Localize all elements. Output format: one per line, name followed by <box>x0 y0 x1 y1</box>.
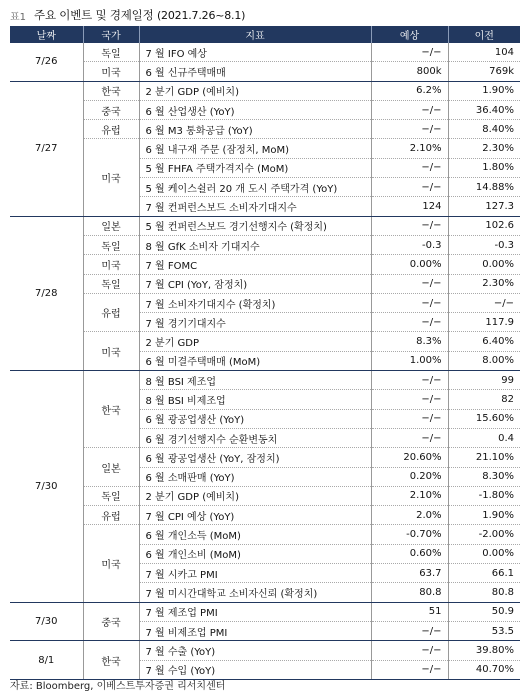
forecast-cell: −/− <box>371 120 448 139</box>
forecast-cell: 0.60% <box>371 544 448 563</box>
forecast-cell: −/− <box>371 158 448 177</box>
previous-cell: 127.3 <box>448 197 520 216</box>
table-row <box>10 448 520 467</box>
previous-cell: 1.80% <box>448 158 520 177</box>
table-row <box>10 100 520 119</box>
previous-cell: 99 <box>448 371 520 390</box>
indicator-cell: 8 월 BSI 제조업 <box>139 371 371 390</box>
forecast-cell: 0.20% <box>371 467 448 486</box>
forecast-cell: −/− <box>371 293 448 312</box>
country-cell: 미국 <box>83 332 139 371</box>
previous-cell: 2.30% <box>448 139 520 158</box>
forecast-cell: −/− <box>371 428 448 447</box>
forecast-cell: −/− <box>371 178 448 197</box>
indicator-cell: 6 월 M3 통화공급 (YoY) <box>139 120 371 139</box>
forecast-cell: −/− <box>371 660 448 679</box>
table-row <box>10 602 520 621</box>
forecast-cell: −/− <box>371 621 448 640</box>
country-cell: 독일 <box>83 486 139 505</box>
indicator-cell: 6 월 산업생산 (YoY) <box>139 100 371 119</box>
forecast-cell: −/− <box>371 409 448 428</box>
forecast-cell: 2.0% <box>371 506 448 525</box>
indicator-cell: 7 월 제조업 PMI <box>139 602 371 621</box>
previous-cell: 21.10% <box>448 448 520 467</box>
previous-cell: 104 <box>448 43 520 62</box>
table-row <box>10 274 520 293</box>
previous-cell: 0.00% <box>448 255 520 274</box>
previous-cell: 6.40% <box>448 332 520 351</box>
table-caption <box>10 5 245 25</box>
header-country: 국가 <box>83 26 139 43</box>
forecast-cell: 800k <box>371 62 448 81</box>
forecast-cell: 2.10% <box>371 486 448 505</box>
previous-cell: 2.30% <box>448 274 520 293</box>
previous-cell: 769k <box>448 62 520 81</box>
country-cell: 한국 <box>83 641 139 680</box>
country-cell: 미국 <box>83 255 139 274</box>
forecast-cell: −/− <box>371 100 448 119</box>
indicator-cell: 7 월 FOMC <box>139 255 371 274</box>
table-row <box>10 332 520 351</box>
previous-cell: 0.00% <box>448 544 520 563</box>
previous-cell: −/− <box>448 293 520 312</box>
indicator-cell: 2 분기 GDP (예비치) <box>139 81 371 100</box>
previous-cell: -1.80% <box>448 486 520 505</box>
indicator-cell: 6 월 신규주택매매 <box>139 62 371 81</box>
forecast-cell: -0.70% <box>371 525 448 544</box>
country-cell: 유럽 <box>83 506 139 525</box>
previous-cell: 53.5 <box>448 621 520 640</box>
forecast-cell: 63.7 <box>371 564 448 583</box>
country-cell: 독일 <box>83 235 139 254</box>
country-cell: 미국 <box>83 525 139 602</box>
source-note: 자료: Bloomberg, 이베스트투자증권 리서치센터 <box>10 681 226 692</box>
indicator-cell: 7 월 시카고 PMI <box>139 564 371 583</box>
date-cell: 7/27 <box>10 81 83 216</box>
table-title-text: 주요 이벤트 및 경제일정 <box>34 8 154 22</box>
indicator-cell: 8 월 GfK 소비자 기대지수 <box>139 235 371 254</box>
previous-cell: 50.9 <box>448 602 520 621</box>
table-row <box>10 506 520 525</box>
country-cell: 독일 <box>83 43 139 62</box>
indicator-cell: 6 월 개인소득 (MoM) <box>139 525 371 544</box>
indicator-cell: 7 월 IFO 예상 <box>139 43 371 62</box>
table-row <box>10 235 520 254</box>
table-title <box>34 7 245 23</box>
country-cell: 중국 <box>83 602 139 641</box>
indicator-cell: 2 분기 GDP (예비치) <box>139 486 371 505</box>
indicator-cell: 5 월 FHFA 주택가격지수 (MoM) <box>139 158 371 177</box>
forecast-cell: 6.2% <box>371 81 448 100</box>
previous-cell: 117.9 <box>448 313 520 332</box>
table-row <box>10 120 520 139</box>
forecast-cell: −/− <box>371 43 448 62</box>
indicator-cell: 7 월 CPI 예상 (YoY) <box>139 506 371 525</box>
indicator-cell: 7 월 수입 (YoY) <box>139 660 371 679</box>
forecast-cell: -0.3 <box>371 235 448 254</box>
indicator-cell: 6 월 개인소비 (MoM) <box>139 544 371 563</box>
forecast-cell: 0.00% <box>371 255 448 274</box>
forecast-cell: 51 <box>371 602 448 621</box>
indicator-cell: 7 월 수출 (YoY) <box>139 641 371 660</box>
forecast-cell: 8.3% <box>371 332 448 351</box>
previous-cell: 102.6 <box>448 216 520 235</box>
previous-cell: 82 <box>448 390 520 409</box>
date-cell: 7/28 <box>10 216 83 370</box>
previous-cell: 1.90% <box>448 81 520 100</box>
indicator-cell: 6 월 경기선행지수 순환변동치 <box>139 428 371 447</box>
table-number: 표1 <box>10 11 27 23</box>
indicator-cell: 7 월 CPI (YoY, 잠정치) <box>139 274 371 293</box>
table-row <box>10 62 520 81</box>
country-cell: 유럽 <box>83 293 139 332</box>
indicator-cell: 6 월 광공업생산 (YoY) <box>139 409 371 428</box>
country-cell: 독일 <box>83 274 139 293</box>
header-row <box>10 26 520 43</box>
table-row <box>10 525 520 544</box>
forecast-cell: 124 <box>371 197 448 216</box>
forecast-cell: −/− <box>371 641 448 660</box>
country-cell: 미국 <box>83 139 139 216</box>
indicator-cell: 7 월 컨퍼런스보드 소비자기대지수 <box>139 197 371 216</box>
previous-cell: 80.8 <box>448 583 520 602</box>
header-forecast: 예상 <box>371 26 448 43</box>
table-title-dates: (2021.7.26~8.1) <box>156 9 246 22</box>
indicator-cell: 7 월 경기기대지수 <box>139 313 371 332</box>
forecast-cell: 20.60% <box>371 448 448 467</box>
country-cell: 일본 <box>83 216 139 235</box>
previous-cell: 1.90% <box>448 506 520 525</box>
table-row <box>10 139 520 158</box>
previous-cell: 66.1 <box>448 564 520 583</box>
indicator-cell: 5 월 컨퍼런스보드 경기선행지수 (확정치) <box>139 216 371 235</box>
indicator-cell: 6 월 미결주택매매 (MoM) <box>139 351 371 370</box>
indicator-cell: 6 월 소매판매 (YoY) <box>139 467 371 486</box>
date-cell: 7/30 <box>10 371 83 603</box>
previous-cell: 8.40% <box>448 120 520 139</box>
previous-cell: 15.60% <box>448 409 520 428</box>
indicator-cell: 7 월 비제조업 PMI <box>139 621 371 640</box>
forecast-cell: −/− <box>371 216 448 235</box>
previous-cell: 40.70% <box>448 660 520 679</box>
table-row <box>10 216 520 235</box>
table-row <box>10 255 520 274</box>
country-cell: 한국 <box>83 81 139 100</box>
country-cell: 일본 <box>83 448 139 487</box>
forecast-cell: 1.00% <box>371 351 448 370</box>
table-row <box>10 371 520 390</box>
table-row <box>10 293 520 312</box>
forecast-cell: 80.8 <box>371 583 448 602</box>
indicator-cell: 7 월 미시간대학교 소비자신뢰 (확정치) <box>139 583 371 602</box>
indicator-cell: 6 월 내구재 주문 (잠정치, MoM) <box>139 139 371 158</box>
previous-cell: 0.4 <box>448 428 520 447</box>
previous-cell: -2.00% <box>448 525 520 544</box>
economic-calendar-table <box>10 26 520 680</box>
table-row <box>10 43 520 62</box>
previous-cell: 39.80% <box>448 641 520 660</box>
table-row <box>10 81 520 100</box>
forecast-cell: 2.10% <box>371 139 448 158</box>
forecast-cell: −/− <box>371 313 448 332</box>
table-row <box>10 641 520 660</box>
previous-cell: 8.00% <box>448 351 520 370</box>
indicator-cell: 5 월 케이스쉴러 20 개 도시 주택가격 (YoY) <box>139 178 371 197</box>
indicator-cell: 8 월 BSI 비제조업 <box>139 390 371 409</box>
previous-cell: 14.88% <box>448 178 520 197</box>
date-cell: 8/1 <box>10 641 83 680</box>
previous-cell: -0.3 <box>448 235 520 254</box>
country-cell: 한국 <box>83 371 139 448</box>
header-date: 날짜 <box>10 26 83 43</box>
header-indicator: 지표 <box>139 26 371 43</box>
header-previous: 이전 <box>448 26 520 43</box>
table-body <box>10 43 520 679</box>
previous-cell: 36.40% <box>448 100 520 119</box>
indicator-cell: 6 월 광공업생산 (YoY, 잠정치) <box>139 448 371 467</box>
forecast-cell: −/− <box>371 274 448 293</box>
forecast-cell: −/− <box>371 371 448 390</box>
forecast-cell: −/− <box>371 390 448 409</box>
previous-cell: 8.30% <box>448 467 520 486</box>
indicator-cell: 2 분기 GDP <box>139 332 371 351</box>
country-cell: 중국 <box>83 100 139 119</box>
table-row <box>10 486 520 505</box>
date-cell: 7/30 <box>10 602 83 641</box>
country-cell: 유럽 <box>83 120 139 139</box>
indicator-cell: 7 월 소비자기대지수 (확정치) <box>139 293 371 312</box>
country-cell: 미국 <box>83 62 139 81</box>
date-cell: 7/26 <box>10 43 83 81</box>
